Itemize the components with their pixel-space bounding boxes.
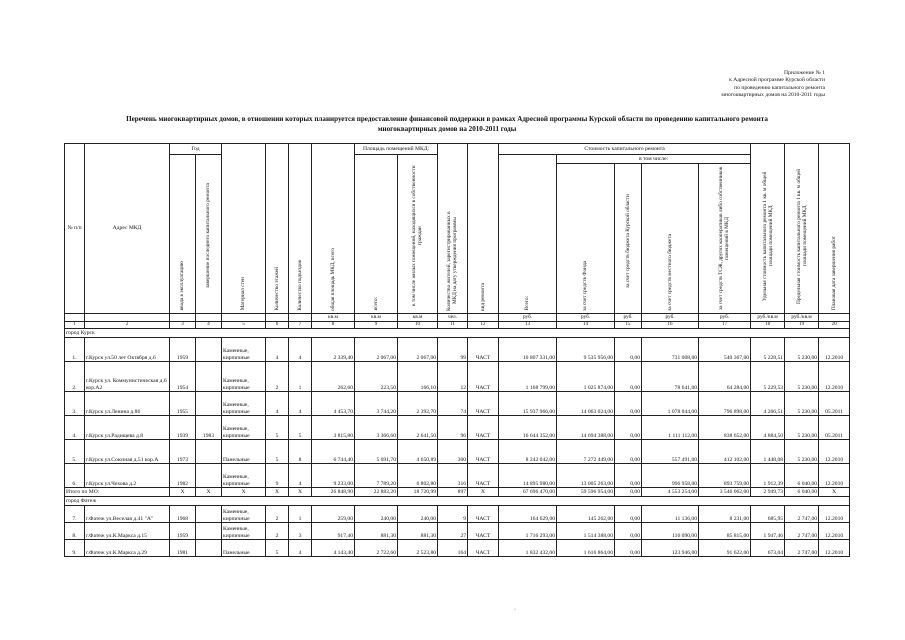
completion-date-cell: 12.2010 [819,440,850,464]
local-budget-cell: 1 078 044,00 [642,392,699,416]
total-cell: X [819,488,850,497]
cost-total-cell: 1 168 799,00 [499,362,557,392]
total-area-cell: 259,00 [312,506,355,523]
header-entrances: Количество подъездов [296,259,303,311]
floors-cell: 5 [266,440,289,464]
repair-type-cell: ЧАСТ [468,440,499,464]
header-cost-group: Стоимость капитального ремонта [499,144,751,155]
area-private-cell: 166,10 [398,362,438,392]
total-cell: 0,00 [615,488,642,497]
row-number: 7. [65,506,85,523]
column-index: 20 [819,322,850,329]
max-cost-cell: 2 747,00 [785,523,819,540]
unit-cost-cell: 4 266,51 [751,392,785,416]
local-budget-cell: 123 946,00 [642,540,699,557]
header-num: № п/п [65,144,85,314]
local-budget-cell: 557 491,00 [642,440,699,464]
unit-cell: руб. [499,314,557,322]
repair-type-cell: ЧАСТ [468,338,499,362]
wall-material-cell: Каменные, кирпичные [222,523,266,540]
area-all-cell: 881,30 [355,523,398,540]
year-repair-cell [196,506,222,523]
floors-cell: 4 [266,392,289,416]
fund-cell: 14 063 024,00 [557,392,615,416]
header-local: за счет средств местного бюджета [666,233,673,311]
max-cost-cell: 5 230,00 [785,440,819,464]
header-unit-cost: Удельная стоимость капитального ремонта 1 кв. м общей площади помещений МКД [761,170,774,301]
area-all-cell: 2 722,60 [355,540,398,557]
unit-cost-cell: 1 912,39 [751,464,785,488]
header-area-group: Площадь помещений МКД: [355,144,438,155]
area-private-cell: 6 802,80 [398,464,438,488]
header-area-private: в том числе жилых помещений, находящихся в собственности граждан [411,165,424,306]
unit-cost-cell: 4 884,50 [751,416,785,440]
unit-cell: руб. [642,314,699,322]
region-budget-cell: 0,00 [615,392,642,416]
address-cell: г.Курск ул. Коммунистическая д.6 кор.А2 [85,362,170,392]
owners-cell: 91 622,00 [699,540,751,557]
column-index: 15 [615,322,642,329]
column-index: 12 [468,322,499,329]
floors-cell: 2 [266,523,289,540]
column-index: 8 [312,322,355,329]
table-row [65,440,850,464]
column-index: 19 [785,322,819,329]
completion-date-cell: 12.2010 [819,540,850,557]
row-number: 5. [65,440,85,464]
local-budget-cell: 11 136,00 [642,506,699,523]
row-number: 4. [65,416,85,440]
total-cell: 4 553 254,00 [642,488,699,497]
total-area-cell: 4 143,40 [312,540,355,557]
header-owners: за счет средств ТСЖ, других кооперативов либо собственников помещений в МКД [718,166,731,310]
residents-cell: 99 [438,338,468,362]
total-cell: 18 720,99 [398,488,438,497]
completion-date-cell: 12.2010 [819,464,850,488]
floors-cell: 2 [266,506,289,523]
total-cell: X [289,488,312,497]
total-area-cell: 3 815,80 [312,416,355,440]
cost-total-cell: 1 716 293,00 [499,523,557,540]
total-cell: 26 848,90 [312,488,355,497]
unit-cell: руб./кв.м [751,314,785,322]
entrances-cell: 4 [289,540,312,557]
floors-cell: 9 [266,464,289,488]
header-year-repair: завершение последнего капитального ремонта [205,183,212,288]
wall-material-cell: Каменные, кирпичные [222,416,266,440]
floors-cell: 5 [266,540,289,557]
row-number: 1. [65,338,85,362]
max-cost-cell: 6 040,00 [785,464,819,488]
residents-cell: 74 [438,392,468,416]
region-budget-cell: 0,00 [615,338,642,362]
cost-total-cell: 16 644 352,00 [499,416,557,440]
table-row [65,464,850,488]
floors-cell: 2 [266,362,289,392]
unit-cost-cell: 1 448,08 [751,440,785,464]
header-year-built: ввода в эксплуатацию [179,261,186,311]
repair-type-cell: ЧАСТ [468,416,499,440]
entrances-cell: 5 [289,416,312,440]
table-row [65,416,850,440]
total-area-cell: 2 339,40 [312,338,355,362]
year-repair-cell [196,540,222,557]
city-group-label: город Курск [65,329,850,338]
year-repair-cell: 1983 [196,416,222,440]
owners-cell: 893 759,00 [699,464,751,488]
unit-cell: руб. [699,314,751,322]
year-built-cell: 1982 [170,464,196,488]
fund-cell: 1 616 864,00 [557,540,615,557]
entrances-cell: 4 [289,464,312,488]
total-cell: 6 040,00 [785,488,819,497]
column-index: 4 [196,322,222,329]
column-index: 9 [355,322,398,329]
column-index: 6 [266,322,289,329]
owners-cell: 540 367,00 [699,338,751,362]
header-max-cost: Предельная стоимость капитального ремонта 1 кв. м общей площади помещений МКД [795,168,808,304]
owners-cell: 64 284,00 [699,362,751,392]
area-private-cell: 881,30 [398,523,438,540]
max-cost-cell: 5 230,00 [785,362,819,392]
wall-material-cell: Каменные, кирпичные [222,464,266,488]
region-budget-cell: 0,00 [615,362,642,392]
address-cell: г.Курск ул.Чехова д.2 [85,464,170,488]
year-built-cell: 1955 [170,392,196,416]
appendix-line: Приложение № 1 [784,70,825,76]
floors-cell: 4 [266,338,289,362]
header-year-group: Год [170,144,222,155]
area-private-cell: 2 067,00 [398,338,438,362]
houses-table [64,143,850,557]
wall-material-cell: Панельные [222,440,266,464]
title-line: Перечень многоквартирных домов, в отношении которых планируется предоставление финансовой поддержки в рамках Адресной программы Курской области по проведению капитального ремонта [126,115,768,123]
area-all-cell: 7 789,20 [355,464,398,488]
year-repair-cell [196,440,222,464]
address-cell: г.Курск ул.Союзная д.51 кор.А [85,440,170,464]
header-fund: за счет средств Фонда [582,260,589,311]
residents-cell: 316 [438,464,468,488]
completion-date-cell: 05.2011 [819,392,850,416]
year-built-cell: 1973 [170,440,196,464]
header-incl: в том числе: [557,155,751,164]
year-built-cell: 1981 [170,540,196,557]
row-number: 2. [65,362,85,392]
table-row [65,506,850,523]
column-index: 13 [499,322,557,329]
region-budget-cell: 0,00 [615,523,642,540]
area-private-cell: 240,00 [398,506,438,523]
max-cost-cell: 2 747,00 [785,506,819,523]
year-repair-cell [196,338,222,362]
title-line: многоквартирных домов на 2010-2011 годы [377,124,517,133]
address-cell: г.Фатеж ул.К.Маркса д.15 [85,523,170,540]
region-budget-cell: 0,00 [615,506,642,523]
cost-total-cell: 10 807 331,00 [499,338,557,362]
area-all-cell: 223,50 [355,362,398,392]
entrances-cell: 1 [289,506,312,523]
max-cost-cell: 5 230,00 [785,338,819,362]
owners-cell: 838 652,00 [699,416,751,440]
row-number: 3. [65,392,85,416]
total-cell: 59 596 954,00 [557,488,615,497]
header-floors: Количество этажей [273,267,280,311]
entrances-cell: 1 [289,362,312,392]
column-index: 17 [699,322,751,329]
column-index-row [65,322,850,329]
year-built-cell: 1954 [170,362,196,392]
wall-material-cell: Каменные, кирпичные [222,338,266,362]
entrances-cell: 3 [289,523,312,540]
wall-material-cell: Каменные, кирпичные [222,506,266,523]
column-index: 1 [65,322,85,329]
column-index: 3 [170,322,196,329]
completion-date-cell: 12.2010 [819,362,850,392]
address-cell: г.Фатеж ул.Веселая д.41 "А" [85,506,170,523]
total-cell: 2 949,73 [751,488,785,497]
header-area-all: всего: [372,297,379,311]
area-private-cell: 2 523,80 [398,540,438,557]
completion-date-cell: 12.2010 [819,506,850,523]
city-group-label: город Фатеж [65,497,850,506]
column-index: 18 [751,322,785,329]
table-row [65,338,850,362]
max-cost-cell: 5 230,00 [785,392,819,416]
total-area-cell: 262,60 [312,362,355,392]
total-cell: X [222,488,266,497]
cost-total-cell: 15 937 966,00 [499,392,557,416]
max-cost-cell: 2 747,00 [785,540,819,557]
area-all-cell: 2 067,00 [355,338,398,362]
document-title [66,115,828,134]
year-repair-cell [196,464,222,488]
table-row [65,392,850,416]
owners-cell: 8 231,00 [699,506,751,523]
unit-cost-cell: 673,04 [751,540,785,557]
region-budget-cell: 0,00 [615,540,642,557]
year-built-cell: 1959 [170,523,196,540]
fund-cell: 145 262,00 [557,506,615,523]
total-cell: 22 882,20 [355,488,398,497]
appendix-line: к Адресной программе Курской области [729,77,825,84]
unit-cell: кв.м [398,314,438,322]
fund-cell: 7 272 449,00 [557,440,615,464]
completion-date-cell: 12.2010 [819,338,850,362]
page-mark: · [514,607,516,613]
unit-cell: кв.м [355,314,398,322]
residents-cell: 300 [438,440,468,464]
year-repair-cell [196,362,222,392]
wall-material-cell: Панельные [222,540,266,557]
cost-total-cell: 8 242 042,00 [499,440,557,464]
completion-date-cell: 05.2011 [819,416,850,440]
total-cell: 3 546 062,00 [699,488,751,497]
region-budget-cell: 0,00 [615,440,642,464]
area-all-cell: 3 744,20 [355,392,398,416]
repair-type-cell: ЧАСТ [468,464,499,488]
residents-cell: 164 [438,540,468,557]
table-row [65,540,850,557]
wall-material-cell: Каменные, кирпичные [222,392,266,416]
entrances-cell: 4 [289,338,312,362]
total-cell: X [170,488,196,497]
entrances-cell: 8 [289,440,312,464]
total-cell: 897 [438,488,468,497]
year-built-cell: 1939 [170,416,196,440]
cost-total-cell: 14 895 980,00 [499,464,557,488]
address-cell: г.Курск ул.Ленина д.86 [85,392,170,416]
unit-cell: руб./кв.м [785,314,819,322]
total-cell: X [196,488,222,497]
header-residents: Количество жителей, зарегистрированных в МКД на дату утверждения программы [446,210,459,311]
region-budget-cell: 0,00 [615,416,642,440]
total-cell: 67 696 470,00 [499,488,557,497]
column-index: 7 [289,322,312,329]
floors-cell: 5 [266,416,289,440]
area-all-cell: 240,00 [355,506,398,523]
header-wall: Материал стен [240,277,247,311]
unit-cost-cell: 1 947,46 [751,523,785,540]
column-index: 5 [222,322,266,329]
residents-cell: 9 [438,506,468,523]
unit-cell: чел. [438,314,468,322]
kursk-rows [65,338,850,488]
table-row [65,362,850,392]
column-index: 11 [438,322,468,329]
header-region: за счет средств бюджета Курской области [624,193,631,288]
column-index: 14 [557,322,615,329]
appendix-line: многоквартирных домов на 2010-2011 годы [721,91,825,98]
unit-cell: руб. [557,314,615,322]
column-index: 2 [85,322,170,329]
repair-type-cell: ЧАСТ [468,540,499,557]
local-budget-cell: 78 641,00 [642,362,699,392]
fund-cell: 1 025 874,00 [557,362,615,392]
wall-material-cell: Каменные, кирпичные [222,362,266,392]
address-cell: г.Курск ул.50 лет Октября д.6 [85,338,170,362]
residents-cell: 12 [438,362,468,392]
unit-cell: кв.м [312,314,355,322]
owners-cell: 796 898,00 [699,392,751,416]
residents-cell: 27 [438,523,468,540]
table-row [65,523,850,540]
row-number: 9. [65,540,85,557]
area-all-cell: 3 366,60 [355,416,398,440]
cost-total-cell: 164 629,00 [499,506,557,523]
total-area-cell: 9 233,00 [312,464,355,488]
fund-cell: 1 514 388,00 [557,523,615,540]
area-private-cell: 2 641,50 [398,416,438,440]
appendix-line: по проведению капитального ремонта [734,84,825,91]
column-index: 10 [398,322,438,329]
unit-cost-cell: 685,95 [751,506,785,523]
fund-cell: 13 005 263,00 [557,464,615,488]
owners-cell: 412 102,00 [699,440,751,464]
row-number: 6. [65,464,85,488]
area-all-cell: 5 691,70 [355,440,398,464]
local-budget-cell: 731 008,00 [642,338,699,362]
row-number: 8. [65,523,85,540]
repair-type-cell: ЧАСТ [468,392,499,416]
unit-cost-cell: 5 228,51 [751,338,785,362]
cost-total-cell: 1 832 432,00 [499,540,557,557]
repair-type-cell: ЧАСТ [468,362,499,392]
max-cost-cell: 5 230,00 [785,416,819,440]
total-area-cell: 6 744,40 [312,440,355,464]
local-budget-cell: 1 111 112,00 [642,416,699,440]
area-private-cell: 4 650,89 [398,440,438,464]
total-cell: X [468,488,499,497]
year-repair-cell [196,523,222,540]
total-area-cell: 4 453,70 [312,392,355,416]
header-date: Плановая дата завершения работ [831,236,838,311]
total-area-cell: 917,40 [312,523,355,540]
completion-date-cell: 12.2010 [819,523,850,540]
region-budget-cell: 0,00 [615,464,642,488]
local-budget-cell: 116 090,00 [642,523,699,540]
residents-cell: 96 [438,416,468,440]
total-label: Итого по МО: [65,488,170,497]
appendix-block [640,70,825,99]
area-private-cell: 2 392,70 [398,392,438,416]
repair-type-cell: ЧАСТ [468,523,499,540]
year-built-cell: 1968 [170,506,196,523]
header-cost-total: Всего: [524,296,531,311]
address-cell: г.Фатеж ул.К.Маркса д.29 [85,540,170,557]
unit-cost-cell: 5 229,53 [751,362,785,392]
total-cell: X [266,488,289,497]
entrances-cell: 4 [289,392,312,416]
header-total-area: общая площадь МКД, всего [329,247,336,311]
local-budget-cell: 996 958,00 [642,464,699,488]
fund-cell: 14 694 388,00 [557,416,615,440]
total-row [65,488,850,497]
address-cell: г.Курск ул.Радищева д.8 [85,416,170,440]
repair-type-cell: ЧАСТ [468,506,499,523]
owners-cell: 85 815,00 [699,523,751,540]
year-repair-cell [196,392,222,416]
unit-cell: руб. [615,314,642,322]
year-built-cell: 1959 [170,338,196,362]
fund-cell: 9 535 956,00 [557,338,615,362]
fatezh-rows [65,506,850,557]
header-address: Адрес МКД [85,144,170,314]
column-index: 16 [642,322,699,329]
header-repair-type: вид ремонта [479,282,486,311]
